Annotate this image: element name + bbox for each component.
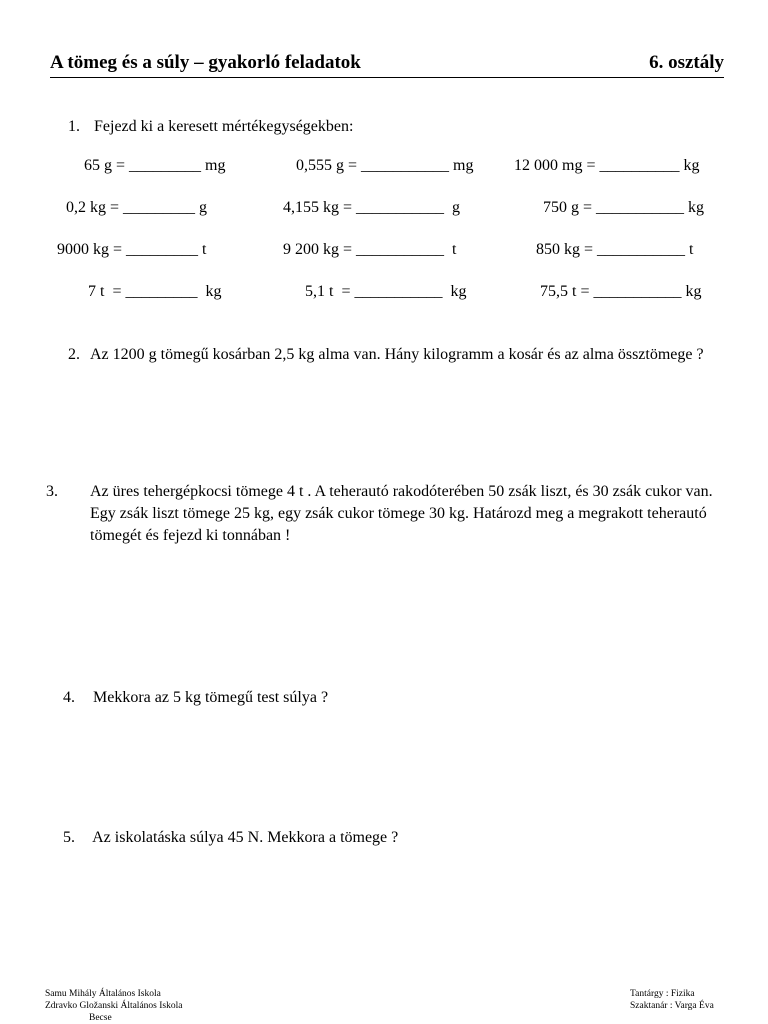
conversion-exercise: 4,155 kg = ___________ g — [283, 199, 461, 216]
conversion-exercise: 9 200 kg = ___________ t — [283, 241, 457, 258]
task-3 — [46, 481, 740, 547]
conversion-row — [40, 283, 730, 305]
conversion-exercise: 9000 kg = _________ t — [57, 241, 207, 258]
conversion-exercise: 0,555 g = ___________ mg — [296, 157, 474, 174]
teacher-label: Szaktanár : Varga Éva — [630, 1001, 714, 1011]
conversion-row — [40, 199, 730, 221]
task-text: Az üres tehergépkocsi tömege 4 t . A teherautó rakodóterében 50 zsák liszt, és 30 zsák cukor van. Egy zsák liszt tömege 25 kg, egy zsák cukor tömege 30 kg. Határozd meg a megrakott teherautó tömegét és fejezd ki tonnában ! — [90, 483, 713, 544]
page-header — [50, 52, 724, 78]
task-text: Az 1200 g tömegű kosárban 2,5 kg alma van. Hány kilogramm a kosár és az alma össztömege ? — [90, 346, 704, 363]
conversion-exercise: 5,1 t = ___________ kg — [305, 283, 467, 300]
task-number: 1. — [68, 118, 80, 135]
school-name: Zdravko Gložanski Általános Iskola — [45, 1001, 183, 1011]
school-city: Becse — [89, 1013, 112, 1023]
conversion-row — [40, 157, 730, 179]
conversion-exercise: 65 g = _________ mg — [84, 157, 226, 174]
task-number: 4. — [63, 689, 75, 706]
task-number: 2. — [68, 346, 80, 363]
conversion-exercise: 12 000 mg = __________ kg — [514, 157, 700, 174]
task-5 — [63, 827, 703, 849]
task-number: 5. — [63, 829, 75, 846]
conversion-exercise: 7 t = _________ kg — [88, 283, 222, 300]
conversion-exercise: 0,2 kg = _________ g — [66, 199, 208, 216]
task-2 — [68, 344, 730, 366]
task-text: Mekkora az 5 kg tömegű test súlya ? — [93, 689, 329, 706]
footer-school-info — [45, 988, 182, 1024]
task-4 — [63, 687, 703, 709]
subject-label: Tantárgy : Fizika — [630, 989, 695, 999]
grade-label: 6. osztály — [649, 52, 724, 73]
conversion-exercise: 75,5 t = ___________ kg — [540, 283, 702, 300]
conversion-exercise: 750 g = ___________ kg — [543, 199, 705, 216]
task-number: 3. — [46, 483, 58, 500]
conversion-row — [40, 241, 730, 263]
school-name: Samu Mihály Általános Iskola — [45, 989, 161, 999]
conversion-exercise: 850 kg = ___________ t — [536, 241, 694, 258]
task-text: Az iskolatáska súlya 45 N. Mekkora a tömege ? — [92, 829, 399, 846]
task-text: Fejezd ki a keresett mértékegységekben: — [94, 118, 354, 135]
worksheet-title: A tömeg és a súly – gyakorló feladatok — [50, 52, 361, 73]
footer-subject-info — [630, 988, 714, 1012]
task-1-instruction — [68, 116, 708, 138]
